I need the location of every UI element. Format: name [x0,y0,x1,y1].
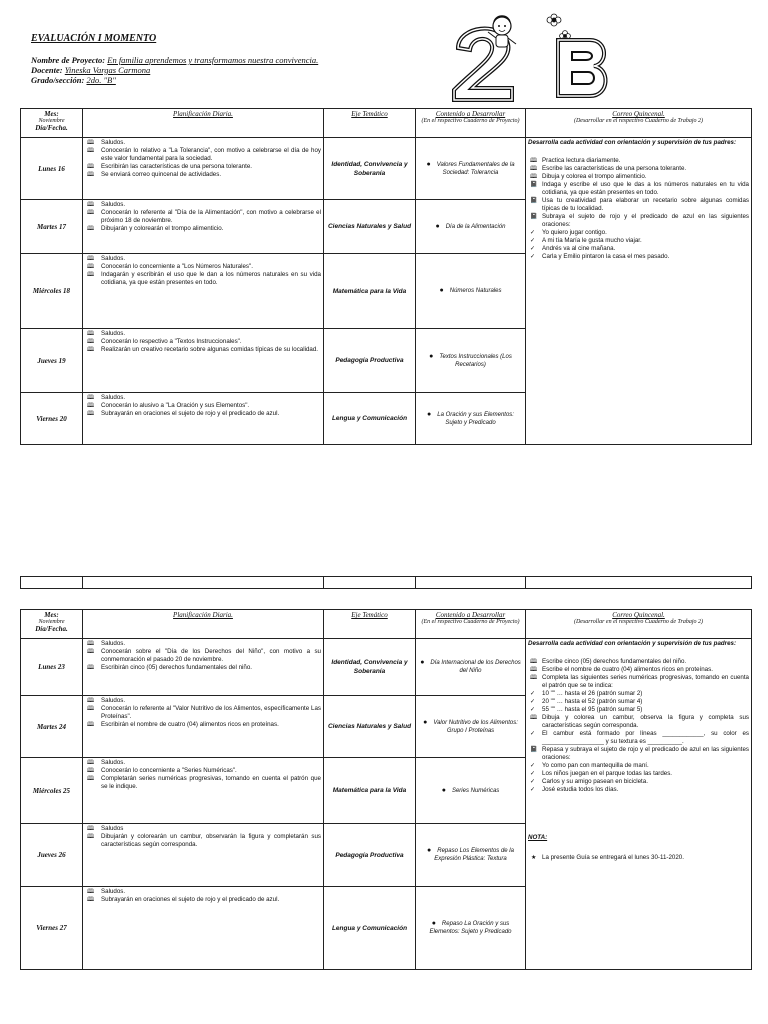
check-icon: ✓ [530,763,536,769]
correo-item [528,706,749,714]
correo-quincenal [526,639,752,970]
plan-item [85,775,321,791]
contenido-cell [416,639,526,696]
correo-item [528,730,749,746]
bullet-dot-icon: ● [439,287,444,294]
plan-item-text: Conocerán lo relativo a "La Tolerancia", con motivo a celebrarse el día de hoy este valor fundamental para la sociedad. [101,147,321,162]
plan-item [85,201,321,209]
correo-item-text: Los niños juegan en el parque todas las tardes. [542,770,673,777]
correo-item-text: A mi tía María le gusta mucho viajar. [542,237,642,244]
book-icon: 🕮 [87,768,95,774]
plan-item [85,163,321,171]
bullet-dot-icon: ● [426,160,431,168]
day-date: Jueves 19 [21,329,83,393]
contenido-text: La Oración y sus Elementos: Sujeto y Predicado [437,411,514,426]
day-date: Jueves 26 [21,824,83,887]
correo-item [528,762,749,770]
book-icon: 🕮 [87,411,95,417]
book-icon: 🕮 [87,706,95,712]
project-value: En familia aprendemos y transformamos nuestra convivencia. [107,55,319,65]
nota-text-line [528,854,749,862]
correo-intro: Desarrolla cada actividad con orientación y supervisión de tus padres: [528,139,737,146]
correo-item [528,213,749,229]
planning-table-week2 [20,609,752,970]
book-icon: 🕮 [87,210,95,216]
correo-item-text: Usa tu creatividad para elaborar un recetario sobre algunas comidas típicas de tu localidad. [542,197,749,212]
plan-item-text: Escribirán cinco (05) derechos fundamentales del niño. [101,664,252,671]
col-header-contenido: Contenido a Desarrollar (En el respectivo Cuaderno de Proyecto) [416,109,526,138]
correo-item-text: Escribe cinco (05) derechos fundamentales del niño. [542,658,687,665]
book-icon: 🕮 [87,140,95,146]
correo-item [528,690,749,698]
plan-item [85,759,321,767]
book-icon: 🕮 [530,667,538,673]
plan-item-text: Conocerán lo respectivo a "Textos Instruccionales". [101,338,242,345]
plan-item [85,346,321,354]
contenido-cell [416,329,526,393]
book-icon: 🕮 [87,834,95,840]
day-date: Miércoles 18 [21,254,83,329]
book-icon: 🕮 [87,226,95,232]
plan-item-text: Saludos. [101,394,126,401]
eje-tematico: Pedagogía Productiva [324,329,416,393]
contenido-cell [416,393,526,445]
correo-item [528,197,749,213]
plan-item [85,338,321,346]
col-header-mes: Mes: Noviembre Día/Fecha. [21,610,83,639]
book-icon: 🕮 [87,760,95,766]
grade-label: Grado/sección: [31,75,85,85]
day-date: Viernes 20 [21,393,83,445]
correo-item [528,237,749,245]
plan-item-text: Subrayarán en oraciones el sujeto de rojo y el predicado de azul. [101,410,280,417]
contenido-text: Series Numéricas [451,787,500,794]
plan-item [85,640,321,648]
correo-item-text: Yo quiero jugar contigo. [542,229,607,236]
check-icon: ✓ [530,771,536,777]
book-icon: 🕮 [87,202,95,208]
bullet-dot-icon: ● [435,222,440,230]
correo-item [528,778,749,786]
check-icon: ✓ [530,731,536,737]
contenido-cell [416,200,526,254]
book-icon: 🕮 [87,889,95,895]
col-header-planificacion: Planificación Diaria. [83,109,324,138]
book-icon: 🕮 [87,641,95,647]
plan-cell [83,887,324,970]
correo-item-text: 10 "" … hasta el 26 (patrón sumar 2) [542,690,643,697]
correo-intro: Desarrolla cada actividad con orientación y supervisión de tus padres: [528,640,737,647]
plan-item-text: Conocerán sobre el "Día de los Derechos del Niño", con motivo a su conmemoración el pasado 20 de noviembre. [101,648,321,663]
correo-item [528,229,749,237]
book-icon: 🕮 [87,172,95,178]
teacher-label: Docente: [31,65,63,75]
plan-item-text: Dibujarán y colorearán un cambur, observarán la figura y completarán sus características según corresponda. [101,833,321,848]
contenido-text: Repaso Los Elementos de la Expresión Plástica: Textura [434,848,514,862]
plan-item [85,833,321,849]
table-row [21,138,752,200]
contenido-text: Día Internacional de los Derechos del Niño [430,660,521,674]
correo-item [528,173,749,181]
book-icon: 🕮 [530,158,538,164]
correo-item-text: Andrés va al cine mañana. [542,245,616,252]
plan-cell [83,329,324,393]
book-icon: 🕮 [87,331,95,337]
correo-item-text: Indaga y escribe el uso que le das a los números naturales en tu vida cotidiana, ya que están presentes en todo. [542,181,749,196]
day-date: Viernes 27 [21,887,83,970]
plan-item [85,721,321,729]
plan-cell [83,696,324,758]
plan-item-text: Saludos. [101,255,126,262]
plan-item-text: Escribirán el nombre de cuatro (04) alimentos ricos en proteínas. [101,721,279,728]
eje-tematico: Ciencias Naturales y Salud [324,696,416,758]
book-icon: 🕮 [87,698,95,704]
correo-item [528,770,749,778]
plan-cell [83,138,324,200]
book-icon: 🕮 [87,722,95,728]
col-header-eje: Eje Temático [324,109,416,138]
plan-item-text: Escribirán las características de una persona tolerante. [101,163,252,170]
correo-item-text: 55 "" … hasta el 95 (patrón sumar 5) [542,706,643,713]
check-icon: ✓ [530,699,536,705]
star-icon: ★ [531,854,537,861]
correo-item [528,698,749,706]
book-icon: 🕮 [87,403,95,409]
eje-tematico: Matemática para la Vida [324,758,416,824]
bullet-dot-icon: ● [429,352,434,360]
correo-item-text: El cambur está formado por líneas ____________, su color es __________________ y su textura es __________. [542,730,749,745]
plan-item-text: Saludos. [101,330,126,337]
plan-cell [83,393,324,445]
book-icon: 🕮 [87,148,95,154]
plan-item-text: Saludos. [101,139,126,146]
correo-item-text: Practica lectura diariamente. [542,157,621,164]
document-title: EVALUACIÓN I MOMENTO [31,33,157,44]
plan-cell [83,758,324,824]
book-icon: 🕮 [87,256,95,262]
notebook-icon: 📓 [530,214,538,220]
plan-item-text: Conocerán lo referente al "Día de la Alimentación", con motivo a celebrarse el próximo 18 de noviembre. [101,209,321,224]
book-icon: 🕮 [87,347,95,353]
check-icon: ✓ [530,691,536,697]
correo-item-text: Completa las siguientes series numéricas progresivas, tomando en cuenta el patrón que se te indica: [542,674,749,689]
correo-item-text: José estudia todos los días. [542,786,619,793]
correo-item-text: Repasa y subraya el sujeto de rojo y el predicado de azul en las siguientes oraciones: [542,746,749,761]
bullet-dot-icon: ● [420,659,425,666]
book-icon: 🕮 [87,776,95,782]
check-icon: ✓ [530,787,536,793]
book-icon: 🕮 [87,264,95,270]
project-line [31,55,318,65]
col-header-eje: Eje Temático [324,610,416,639]
contenido-cell [416,254,526,329]
book-icon: 🕮 [87,339,95,345]
plan-item-text: Saludos. [101,697,126,704]
notebook-icon: 📓 [530,182,538,188]
eje-tematico: Lengua y Comunicación [324,887,416,970]
correo-item [528,181,749,197]
col-header-planificacion: Planificación Diaria. [83,610,324,639]
eje-tematico: Pedagogía Productiva [324,824,416,887]
nota-label: NOTA: [528,834,548,841]
contenido-text: Repaso La Oración y sus Elementos: Sujeto y Predicado [429,921,512,935]
plan-item [85,896,321,904]
col-header-correo: Correo Quincenal. (Desarrollar en el respectivo Cuaderno de Trabajo 2) [526,610,752,639]
plan-item [85,225,321,233]
teacher-value: Yineska Vargas Carmona [64,65,151,75]
book-icon: 🕮 [530,174,538,180]
plan-item-text: Conocerán lo referente al "Valor Nutritivo de los Alimentos, específicamente Las Proteínas". [101,705,321,720]
check-icon: ✓ [530,246,536,252]
plan-item [85,410,321,418]
teacher-line [31,65,150,75]
plan-item [85,402,321,410]
book-icon: 🕮 [530,659,538,665]
plan-item-text: Saludos. [101,888,126,895]
book-icon: 🕮 [87,649,95,655]
contenido-cell [416,824,526,887]
correo-item-text: Carlos y su amigo pasean en bicicleta. [542,778,648,785]
correo-item-text: Dibuja y colorea un cambur, observa la figura y completa sus características según corresponda. [542,714,749,729]
contenido-text: Números Naturales [449,288,502,294]
contenido-text: Valores Fundamentales de la Sociedad: Tolerancia [436,161,515,176]
correo-item-text: Dibuja y colorea el trompo alimenticio. [542,173,647,180]
plan-item [85,330,321,338]
nota-text: La presente Guía se entregará el lunes 30-11-2020. [542,854,684,861]
plan-item [85,271,321,287]
plan-item-text: Saludos. [101,640,126,647]
plan-item-text: Conocerán lo concerniente a "Series Numéricas". [101,767,237,774]
correo-item [528,746,749,762]
notebook-icon: 📓 [530,198,538,204]
correo-item [528,253,749,261]
plan-item [85,139,321,147]
book-icon: 🕮 [87,897,95,903]
plan-item-text: Subrayarán en oraciones el sujeto de rojo y el predicado de azul. [101,896,280,903]
correo-item [528,157,749,165]
correo-item [528,666,749,674]
contenido-cell [416,758,526,824]
correo-item-text: Escribe las características de una persona tolerante. [542,165,687,172]
plan-item [85,888,321,896]
plan-item-text: Saludos [101,825,124,832]
table-row [21,639,752,696]
plan-item-text: Conocerán lo concerniente a "Los Números Naturales". [101,263,253,270]
separator-row [20,576,752,589]
contenido-cell [416,138,526,200]
book-icon: 🕮 [87,665,95,671]
plan-item [85,263,321,271]
correo-item [528,658,749,666]
plan-item-text: Completarán series numéricas progresivas, tomando en cuenta el patrón que se le indique. [101,775,321,790]
eje-tematico: Ciencias Naturales y Salud [324,200,416,254]
plan-item [85,209,321,225]
correo-item-text: Yo como pan con mantequilla de maní. [542,762,649,769]
check-icon: ✓ [530,254,536,260]
bullet-dot-icon: ● [441,786,446,794]
correo-item [528,786,749,794]
day-date: Miércoles 25 [21,758,83,824]
plan-item [85,664,321,672]
correo-item-text: Subraya el sujeto de rojo y el predicado de azul en las siguientes oraciones: [542,213,749,228]
correo-quincenal [526,138,752,445]
plan-item-text: Conocerán lo alusivo a "La Oración y sus Elementos". [101,402,250,409]
check-icon: ✓ [530,779,536,785]
eje-tematico: Lengua y Comunicación [324,393,416,445]
day-date: Lunes 23 [21,639,83,696]
grade-logo-illustration [450,8,610,103]
bullet-dot-icon: ● [431,920,436,927]
grade-line [31,75,116,85]
eje-tematico: Identidad, Convivencia y Soberanía [324,138,416,200]
col-header-contenido: Contenido a Desarrollar (En el respectivo Cuaderno de Proyecto) [416,610,526,639]
day-date: Lunes 16 [21,138,83,200]
plan-cell [83,254,324,329]
plan-item-text: Saludos. [101,201,126,208]
check-icon: ✓ [530,238,536,244]
eje-tematico: Matemática para la Vida [324,254,416,329]
day-date: Martes 24 [21,696,83,758]
notebook-icon: 📓 [530,747,538,753]
plan-item [85,648,321,664]
check-icon: ✓ [530,230,536,236]
plan-item [85,147,321,163]
contenido-text: Textos Instruccionales (Los Recetarios) [439,353,512,368]
plan-item [85,697,321,705]
contenido-text: Valor Nutritivo de los Alimentos: Grupo I Proteínas [433,719,518,734]
check-icon: ✓ [530,707,536,713]
bullet-dot-icon: ● [427,847,432,854]
eje-tematico: Identidad, Convivencia y Soberanía [324,639,416,696]
plan-cell [83,639,324,696]
grade-value: 2do. "B" [86,75,116,85]
bullet-dot-icon: ● [423,718,428,726]
correo-item [528,165,749,173]
correo-item [528,674,749,690]
plan-item-text: Indagarán y escribirán el uso que le dan a los números naturales en su vida cotidiana, ya que están presentes en todo. [101,271,321,286]
plan-cell [83,200,324,254]
day-date: Martes 17 [21,200,83,254]
book-icon: 🕮 [87,395,95,401]
col-header-mes: Mes: Noviembre Día/Fecha. [21,109,83,138]
book-icon: 🕮 [87,272,95,278]
plan-item [85,705,321,721]
book-icon: 🕮 [530,715,538,721]
plan-item-text: Dibujarán y colorearán el trompo alimenticio. [101,225,224,232]
col-header-correo: Correo Quincenal. (Desarrollar en el respectivo Cuaderno de Trabajo 2) [526,109,752,138]
book-icon: 🕮 [87,826,95,832]
plan-item-text: Realizarán un creativo recetario sobre algunas comidas típicas de su localidad. [101,346,319,353]
bullet-dot-icon: ● [427,410,432,418]
correo-item-text: Escribe el nombre de cuatro (04) alimentos ricos en proteínas. [542,666,713,673]
contenido-cell [416,887,526,970]
plan-item-text: Saludos. [101,759,126,766]
plan-item-text: Se enviará correo quincenal de actividades. [101,171,222,178]
plan-item [85,767,321,775]
correo-item [528,714,749,730]
contenido-cell [416,696,526,758]
correo-item [528,245,749,253]
contenido-text: Día de la Alimentación [445,223,506,230]
plan-item [85,394,321,402]
correo-item-text: Carla y Emilio pintaron la casa el mes pasado. [542,253,670,260]
book-icon: 🕮 [530,166,538,172]
plan-item [85,825,321,833]
plan-item [85,255,321,263]
plan-item [85,171,321,179]
book-icon: 🕮 [87,164,95,170]
plan-cell [83,824,324,887]
correo-item-text: 20 "" … hasta el 52 (patrón sumar 4) [542,698,643,705]
book-icon: 🕮 [530,675,538,681]
planning-table-week1 [20,108,752,445]
project-label: Nombre de Proyecto: [31,55,106,65]
